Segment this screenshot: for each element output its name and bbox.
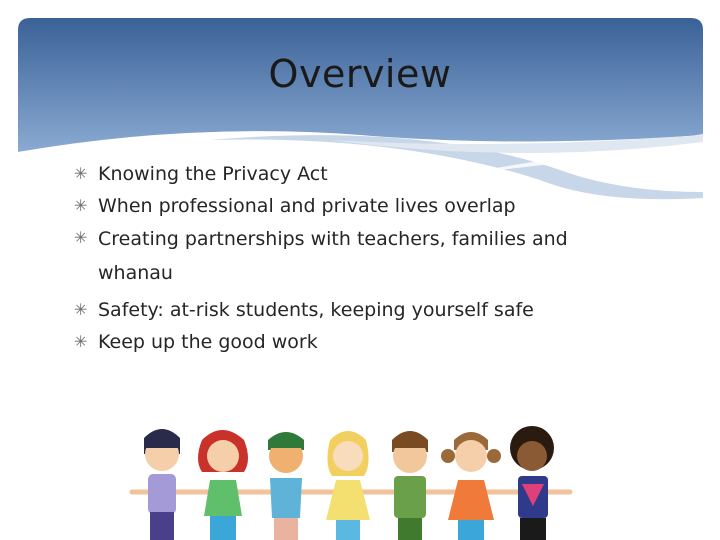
slide-title: Overview [268,52,452,96]
child-figure [510,426,554,540]
bullet-star-icon: ✳ [74,332,88,351]
bullet-text: Creating partnerships with teachers, families and whanau [98,228,568,284]
bullet-item [74,158,594,190]
bullet-star-icon: ✳ [74,196,88,215]
bullet-star-icon: ✳ [74,164,88,183]
bullet-item [74,190,594,222]
children-holding-hands-icon [118,420,588,540]
bullet-item [74,326,594,358]
child-figure [198,430,248,540]
bullet-item [74,222,594,290]
child-figure [144,429,180,540]
bullet-star-icon: ✳ [74,228,88,247]
bullet-text: Keep up the good work [98,331,318,353]
child-figure [268,432,304,540]
child-figure [326,431,370,540]
bullet-text: When professional and private lives overlap [98,195,516,217]
child-figure [392,431,428,540]
child-figure [441,432,501,540]
bullet-item [74,294,594,326]
bullet-star-icon: ✳ [74,300,88,319]
bullet-list [74,158,594,358]
bullet-text: Safety: at-risk students, keeping yourself safe [98,299,534,321]
bullet-text: Knowing the Privacy Act [98,163,328,185]
